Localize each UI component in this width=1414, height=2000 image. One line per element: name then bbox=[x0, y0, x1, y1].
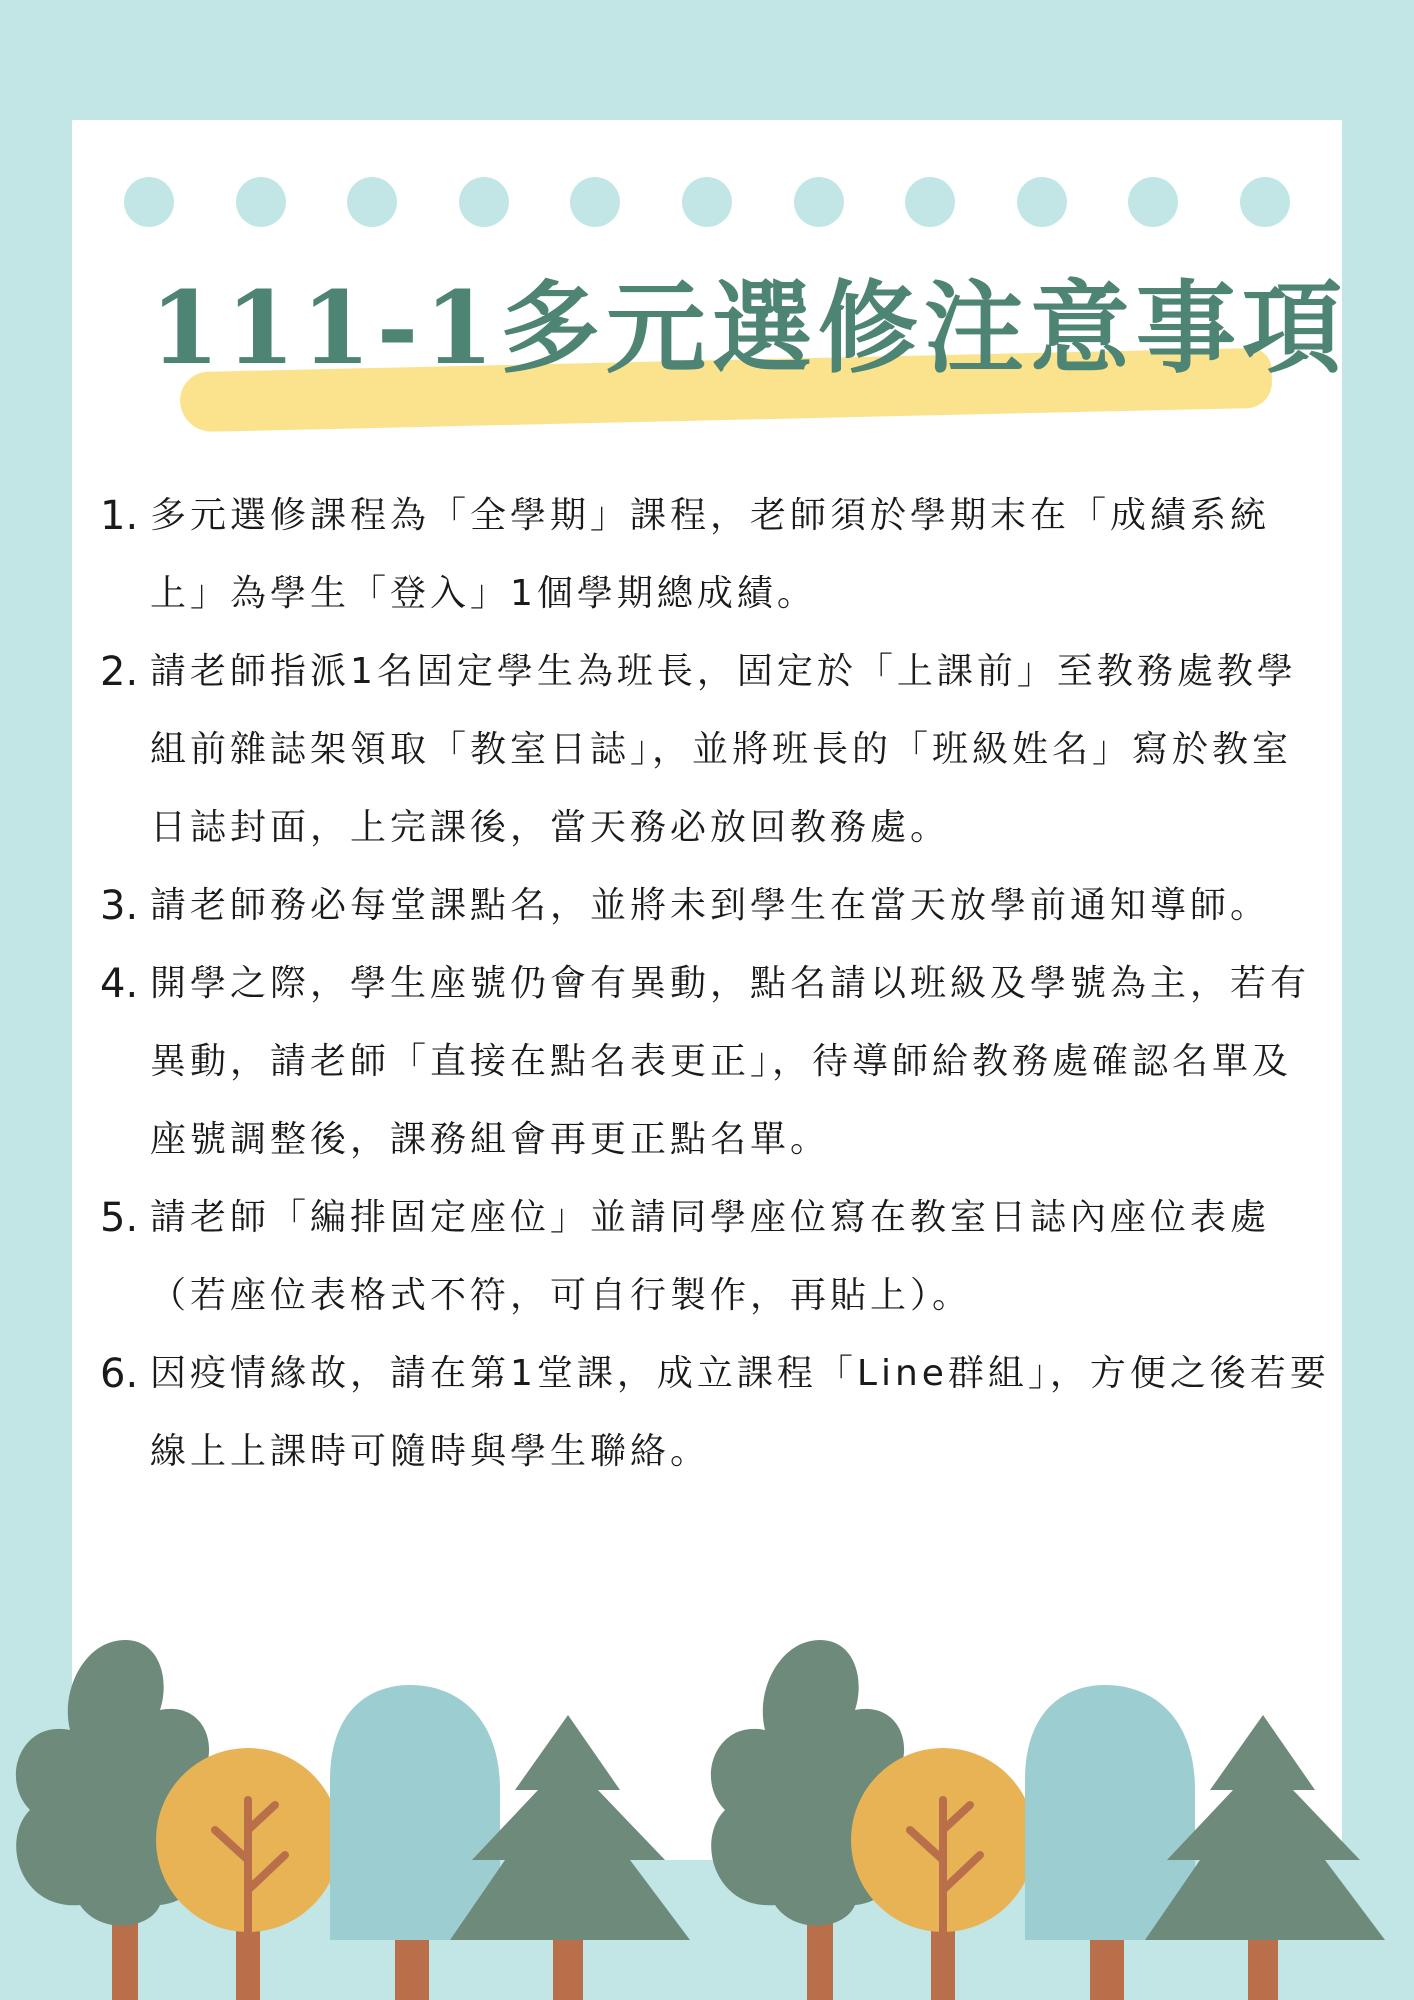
item-number: 1. bbox=[100, 493, 139, 539]
forest-illustration bbox=[0, 1600, 1414, 2000]
tree-blue-dome bbox=[1025, 1685, 1195, 2000]
tree-orange-round bbox=[851, 1748, 1035, 2000]
list-item bbox=[100, 1335, 1330, 1491]
item-number: 3. bbox=[100, 883, 139, 929]
list-item bbox=[100, 633, 1330, 867]
item-number: 4. bbox=[100, 961, 139, 1007]
tree-blue-dome bbox=[330, 1685, 500, 2000]
notes-list bbox=[100, 477, 1330, 1491]
tree-orange-round bbox=[156, 1748, 340, 2000]
list-item bbox=[100, 1179, 1330, 1335]
item-text: 因疫情緣故，請在第1堂課，成立課程「Line群組」，方便之後若要線上上課時可隨時與學生聯絡。 bbox=[150, 1353, 1330, 1472]
list-item bbox=[100, 477, 1330, 633]
item-text: 請老師務必每堂課點名，並將未到學生在當天放學前通知導師。 bbox=[150, 885, 1271, 926]
item-number: 6. bbox=[100, 1351, 139, 1397]
item-number: 2. bbox=[100, 649, 139, 695]
list-item bbox=[100, 945, 1330, 1179]
page-title: 111-1多元選修注意事項 bbox=[150, 269, 1348, 387]
item-text: 請老師指派1名固定學生為班長，固定於「上課前」至教務處教學組前雜誌架領取「教室日誌」，並將班長的「班級姓名」寫於教室日誌封面，上完課後，當天務必放回教務處。 bbox=[150, 651, 1297, 848]
item-text: 開學之際，學生座號仍會有異動，點名請以班級及學號為主，若有異動，請老師「直接在點名表更正」，待導師給教務處確認名單及座號調整後，課務組會再更正點名單。 bbox=[150, 963, 1311, 1160]
item-number: 5. bbox=[100, 1195, 139, 1241]
list-item bbox=[100, 867, 1330, 945]
item-text: 請老師「編排固定座位」並請同學座位寫在教室日誌內座位表處（若座位表格式不符，可自行製作，再貼上）。 bbox=[150, 1197, 1271, 1316]
item-text: 多元選修課程為「全學期」課程，老師須於學期末在「成績系統上」為學生「登入」1個學期總成績。 bbox=[150, 495, 1271, 614]
